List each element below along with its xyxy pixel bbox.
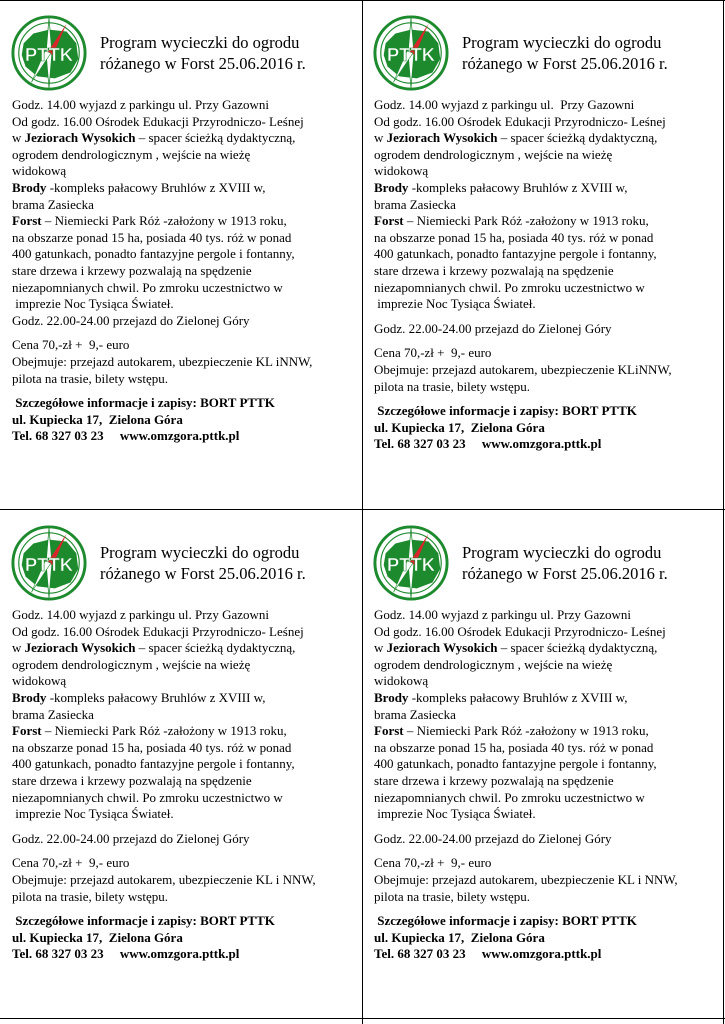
text-line bbox=[12, 707, 357, 724]
text-line bbox=[374, 197, 719, 214]
spacer bbox=[12, 823, 357, 831]
text-line bbox=[374, 97, 719, 114]
bold-text: Szczegółowe informacje i zapisy: BORT PTTK bbox=[12, 913, 275, 929]
text-span: – Niemiecki Park Róż -założony w 1913 roku, bbox=[403, 723, 649, 739]
text-line bbox=[12, 872, 357, 889]
text-line bbox=[12, 624, 357, 641]
text-line bbox=[374, 624, 719, 641]
text-line bbox=[374, 913, 719, 930]
bold-text: ul. Kupiecka 17, Zielona Góra bbox=[12, 411, 183, 427]
text-line bbox=[12, 740, 357, 757]
text-line bbox=[374, 657, 719, 674]
text-line bbox=[12, 354, 357, 371]
text-line bbox=[374, 436, 719, 453]
text-line bbox=[12, 673, 357, 690]
text-span: – spacer ścieżką dydaktyczną, bbox=[135, 640, 296, 656]
text-line bbox=[12, 412, 357, 429]
text-span: stare drzewa i krzewy pozwalają na spędzenie bbox=[12, 772, 252, 788]
text-span: niezapomnianych chwil. Po zmroku uczestnictwo w bbox=[12, 279, 283, 295]
bold-text: Szczegółowe informacje i zapisy: BORT PTTK bbox=[374, 403, 637, 419]
text-line bbox=[12, 773, 357, 790]
bold-text: Tel. 68 327 03 23 www.omzgora.pttk.pl bbox=[374, 436, 602, 452]
text-span: ogrodem dendrologicznym , wejście na wieżę bbox=[374, 146, 613, 162]
flyer-title bbox=[100, 32, 350, 74]
text-span: – Niemiecki Park Róż -założony w 1913 roku, bbox=[403, 213, 649, 229]
text-span: brama Zasiecka bbox=[12, 706, 94, 722]
text-line bbox=[374, 872, 719, 889]
text-span: imprezie Noc Tysiąca Świateł. bbox=[374, 806, 536, 822]
bold-text: Tel. 68 327 03 23 www.omzgora.pttk.pl bbox=[12, 428, 240, 444]
text-span: 400 gatunkach, ponadto fantazyjne pergole i fontanny, bbox=[374, 756, 657, 772]
text-span: widokową bbox=[374, 163, 429, 179]
text-line bbox=[12, 657, 357, 674]
logo bbox=[10, 524, 88, 602]
text-line bbox=[374, 723, 719, 740]
text-span: Cena 70,-zł + 9,- euro bbox=[374, 855, 492, 871]
text-span: Godz. 14.00 wyjazd z parkingu ul. Przy Gazowni bbox=[374, 97, 635, 112]
pttk-logo-icon bbox=[372, 14, 450, 92]
bold-text: ul. Kupiecka 17, Zielona Góra bbox=[374, 929, 545, 945]
text-span: Od godz. 16.00 Ośrodek Edukacji Przyrodniczo- Leśnej bbox=[374, 623, 666, 639]
text-line bbox=[374, 321, 719, 338]
bold-text: Jeziorach Wysokich bbox=[386, 130, 498, 146]
text-span: brama Zasiecka bbox=[374, 706, 456, 722]
text-span: brama Zasiecka bbox=[374, 196, 456, 212]
text-line bbox=[12, 913, 357, 930]
spacer bbox=[12, 387, 357, 395]
text-span: pilota na trasie, bilety wstępu. bbox=[12, 888, 168, 904]
flyer-body bbox=[374, 607, 719, 963]
text-span: w bbox=[374, 640, 387, 656]
text-span: Od godz. 16.00 Ośrodek Edukacji Przyrodniczo- Leśnej bbox=[12, 623, 304, 639]
text-line bbox=[12, 163, 357, 180]
text-span: niezapomnianych chwil. Po zmroku uczestnictwo w bbox=[374, 279, 645, 295]
text-span: na obszarze ponad 15 ha, posiada 40 tys. róż w ponad bbox=[12, 739, 292, 755]
logo-text: PTTK bbox=[24, 553, 74, 575]
text-line bbox=[374, 379, 719, 396]
bottom-border bbox=[0, 1018, 725, 1019]
text-line bbox=[12, 130, 357, 147]
text-span: stare drzewa i krzewy pozwalają na spędzenie bbox=[12, 262, 252, 278]
text-span: imprezie Noc Tysiąca Świateł. bbox=[374, 296, 536, 312]
text-span: ogrodem dendrologicznym , wejście na wieżę bbox=[12, 656, 251, 672]
text-line bbox=[374, 640, 719, 657]
bold-text: Tel. 68 327 03 23 www.omzgora.pttk.pl bbox=[12, 946, 240, 962]
text-span: -kompleks pałacowy Bruhlów z XVIII w, bbox=[46, 179, 266, 195]
flyer-body bbox=[12, 97, 357, 445]
text-line bbox=[374, 163, 719, 180]
text-line bbox=[12, 640, 357, 657]
text-line bbox=[374, 246, 719, 263]
text-line bbox=[374, 130, 719, 147]
text-span: Obejmuje: przejazd autokarem, ubezpieczenie KL i NNW, bbox=[12, 871, 316, 887]
spacer bbox=[374, 395, 719, 403]
text-span: widokową bbox=[374, 673, 429, 689]
logo-text: PTTK bbox=[386, 553, 436, 575]
text-line bbox=[374, 362, 719, 379]
text-span: na obszarze ponad 15 ha, posiada 40 tys. róż w ponad bbox=[374, 229, 654, 245]
text-line bbox=[374, 296, 719, 313]
text-line bbox=[12, 337, 357, 354]
bold-text: Forst bbox=[374, 723, 404, 739]
text-line bbox=[374, 690, 719, 707]
text-line bbox=[374, 930, 719, 947]
spacer bbox=[374, 905, 719, 913]
text-line bbox=[12, 806, 357, 823]
text-line bbox=[12, 313, 357, 330]
text-span: Godz. 22.00-24.00 przejazd do Zielonej Góry bbox=[374, 320, 612, 336]
text-line bbox=[374, 114, 719, 131]
bold-text: Tel. 68 327 03 23 www.omzgora.pttk.pl bbox=[374, 946, 602, 962]
text-line bbox=[374, 806, 719, 823]
bold-text: Forst bbox=[12, 213, 42, 229]
text-line bbox=[374, 263, 719, 280]
flyer-card bbox=[0, 510, 355, 1015]
text-span: – Niemiecki Park Róż -założony w 1913 roku, bbox=[41, 723, 287, 739]
flyer-body bbox=[12, 607, 357, 963]
text-span: 400 gatunkach, ponadto fantazyjne pergole i fontanny, bbox=[374, 246, 657, 262]
pttk-logo-icon bbox=[10, 524, 88, 602]
text-span: Obejmuje: przejazd autokarem, ubezpieczenie KL i NNW, bbox=[374, 871, 678, 887]
logo bbox=[372, 524, 450, 602]
text-line bbox=[12, 230, 357, 247]
title-line: różanego w Forst 25.06.2016 r. bbox=[462, 54, 668, 73]
bold-text: Szczegółowe informacje i zapisy: BORT PTTK bbox=[374, 913, 637, 929]
title-line: różanego w Forst 25.06.2016 r. bbox=[462, 564, 668, 583]
text-line bbox=[12, 97, 357, 114]
pttk-logo-icon bbox=[10, 14, 88, 92]
bold-text: Forst bbox=[12, 723, 42, 739]
text-span: widokową bbox=[12, 673, 67, 689]
text-line bbox=[12, 213, 357, 230]
text-span: – spacer ścieżką dydaktyczną, bbox=[135, 130, 296, 146]
text-line bbox=[12, 114, 357, 131]
text-line bbox=[374, 420, 719, 437]
text-span: niezapomnianych chwil. Po zmroku uczestnictwo w bbox=[12, 789, 283, 805]
bold-text: Szczegółowe informacje i zapisy: BORT PTTK bbox=[12, 395, 275, 411]
title-line: Program wycieczki do ogrodu bbox=[462, 543, 662, 562]
text-span: -kompleks pałacowy Bruhlów z XVIII w, bbox=[408, 179, 628, 195]
text-line bbox=[374, 707, 719, 724]
bold-text: ul. Kupiecka 17, Zielona Góra bbox=[374, 419, 545, 435]
text-line bbox=[12, 889, 357, 906]
text-line bbox=[12, 930, 357, 947]
text-span: stare drzewa i krzewy pozwalają na spędzenie bbox=[374, 262, 614, 278]
flyer-card bbox=[0, 0, 355, 505]
text-line bbox=[374, 831, 719, 848]
text-span: w bbox=[12, 640, 25, 656]
spacer bbox=[12, 905, 357, 913]
text-line bbox=[374, 889, 719, 906]
text-span: -kompleks pałacowy Bruhlów z XVIII w, bbox=[46, 689, 266, 705]
title-line: Program wycieczki do ogrodu bbox=[462, 33, 662, 52]
text-span: Cena 70,-zł + 9,- euro bbox=[12, 855, 130, 871]
text-span: pilota na trasie, bilety wstępu. bbox=[374, 888, 530, 904]
text-line bbox=[12, 946, 357, 963]
spacer bbox=[374, 313, 719, 321]
text-line bbox=[12, 263, 357, 280]
text-line bbox=[12, 180, 357, 197]
bold-text: ul. Kupiecka 17, Zielona Góra bbox=[12, 929, 183, 945]
flyer-title bbox=[462, 32, 712, 74]
text-span: Godz. 14.00 wyjazd z parkingu ul. Przy Gazowni bbox=[374, 607, 632, 622]
title-line: różanego w Forst 25.06.2016 r. bbox=[100, 54, 306, 73]
text-line bbox=[12, 197, 357, 214]
text-line bbox=[12, 855, 357, 872]
text-span: pilota na trasie, bilety wstępu. bbox=[374, 378, 530, 394]
text-line bbox=[374, 147, 719, 164]
text-span: Od godz. 16.00 Ośrodek Edukacji Przyrodniczo- Leśnej bbox=[12, 113, 304, 129]
text-line bbox=[374, 607, 719, 624]
spacer bbox=[12, 329, 357, 337]
text-span: – spacer ścieżką dydaktyczną, bbox=[497, 640, 658, 656]
title-line: Program wycieczki do ogrodu bbox=[100, 543, 300, 562]
text-line bbox=[12, 147, 357, 164]
bold-text: Brody bbox=[374, 689, 409, 705]
text-span: 400 gatunkach, ponadto fantazyjne pergole i fontanny, bbox=[12, 246, 295, 262]
text-span: w bbox=[374, 130, 387, 146]
title-line: Program wycieczki do ogrodu bbox=[100, 33, 300, 52]
text-span: widokową bbox=[12, 163, 67, 179]
text-span: ogrodem dendrologicznym , wejście na wieżę bbox=[374, 656, 613, 672]
text-line bbox=[374, 180, 719, 197]
bold-text: Jeziorach Wysokich bbox=[24, 130, 136, 146]
text-span: imprezie Noc Tysiąca Świateł. bbox=[12, 296, 174, 312]
text-line bbox=[12, 428, 357, 445]
flyer-body bbox=[374, 97, 719, 453]
text-line bbox=[374, 855, 719, 872]
text-line bbox=[374, 773, 719, 790]
bold-text: Jeziorach Wysokich bbox=[386, 640, 498, 656]
bold-text: Jeziorach Wysokich bbox=[24, 640, 136, 656]
text-line bbox=[374, 280, 719, 297]
text-span: stare drzewa i krzewy pozwalają na spędzenie bbox=[374, 772, 614, 788]
pttk-logo-icon bbox=[372, 524, 450, 602]
text-span: Godz. 22.00-24.00 przejazd do Zielonej Góry bbox=[12, 830, 250, 846]
text-span: brama Zasiecka bbox=[12, 196, 94, 212]
flyer-card bbox=[362, 0, 717, 505]
flyer-title bbox=[462, 542, 712, 584]
text-span: na obszarze ponad 15 ha, posiada 40 tys. róż w ponad bbox=[12, 229, 292, 245]
text-span: na obszarze ponad 15 ha, posiada 40 tys. róż w ponad bbox=[374, 739, 654, 755]
bold-text: Forst bbox=[374, 213, 404, 229]
bold-text: Brody bbox=[12, 179, 47, 195]
text-line bbox=[12, 296, 357, 313]
text-span: 400 gatunkach, ponadto fantazyjne pergole i fontanny, bbox=[12, 756, 295, 772]
text-span: w bbox=[12, 130, 25, 146]
text-span: Obejmuje: przejazd autokarem, ubezpieczenie KLiNNW, bbox=[374, 361, 672, 377]
flyer-card bbox=[362, 510, 717, 1015]
text-line bbox=[12, 756, 357, 773]
text-line bbox=[374, 946, 719, 963]
text-span: – spacer ścieżką dydaktyczną, bbox=[497, 130, 658, 146]
text-span: ogrodem dendrologicznym , wejście na wieżę bbox=[12, 146, 251, 162]
spacer bbox=[374, 823, 719, 831]
text-span: – Niemiecki Park Róż -założony w 1913 roku, bbox=[41, 213, 287, 229]
text-line bbox=[12, 371, 357, 388]
logo-text: PTTK bbox=[386, 43, 436, 65]
spacer bbox=[374, 337, 719, 345]
bold-text: Brody bbox=[12, 689, 47, 705]
text-line bbox=[12, 790, 357, 807]
text-span: Godz. 14.00 wyjazd z parkingu ul. Przy Gazowni bbox=[12, 607, 270, 622]
logo bbox=[10, 14, 88, 92]
text-span: Godz. 22.00-24.00 przejazd do Zielonej Góry bbox=[12, 312, 250, 328]
text-line bbox=[12, 246, 357, 263]
text-line bbox=[374, 740, 719, 757]
text-span: Od godz. 16.00 Ośrodek Edukacji Przyrodniczo- Leśnej bbox=[374, 113, 666, 129]
text-line bbox=[12, 723, 357, 740]
flyer-title bbox=[100, 542, 350, 584]
text-line bbox=[12, 690, 357, 707]
text-span: Cena 70,-zł + 9,- euro bbox=[12, 337, 130, 353]
title-line: różanego w Forst 25.06.2016 r. bbox=[100, 564, 306, 583]
text-span: -kompleks pałacowy Bruhlów z XVIII w, bbox=[408, 689, 628, 705]
text-span: imprezie Noc Tysiąca Świateł. bbox=[12, 806, 174, 822]
spacer bbox=[374, 847, 719, 855]
text-line bbox=[12, 831, 357, 848]
right-border bbox=[723, 0, 724, 1024]
text-span: Godz. 14.00 wyjazd z parkingu ul. Przy Gazowni bbox=[12, 97, 270, 112]
logo-text: PTTK bbox=[24, 43, 74, 65]
text-line bbox=[374, 756, 719, 773]
text-line bbox=[374, 673, 719, 690]
text-span: Godz. 22.00-24.00 przejazd do Zielonej Góry bbox=[374, 830, 612, 846]
text-line bbox=[12, 607, 357, 624]
text-line bbox=[12, 280, 357, 297]
text-line bbox=[374, 230, 719, 247]
text-line bbox=[374, 345, 719, 362]
bold-text: Brody bbox=[374, 179, 409, 195]
text-line bbox=[12, 395, 357, 412]
text-line bbox=[374, 790, 719, 807]
text-line bbox=[374, 403, 719, 420]
text-span: pilota na trasie, bilety wstępu. bbox=[12, 370, 168, 386]
text-span: Cena 70,-zł + 9,- euro bbox=[374, 345, 492, 361]
logo bbox=[372, 14, 450, 92]
text-span: niezapomnianych chwil. Po zmroku uczestnictwo w bbox=[374, 789, 645, 805]
text-span: Obejmuje: przejazd autokarem, ubezpieczenie KL iNNW, bbox=[12, 353, 313, 369]
text-line bbox=[374, 213, 719, 230]
spacer bbox=[12, 847, 357, 855]
